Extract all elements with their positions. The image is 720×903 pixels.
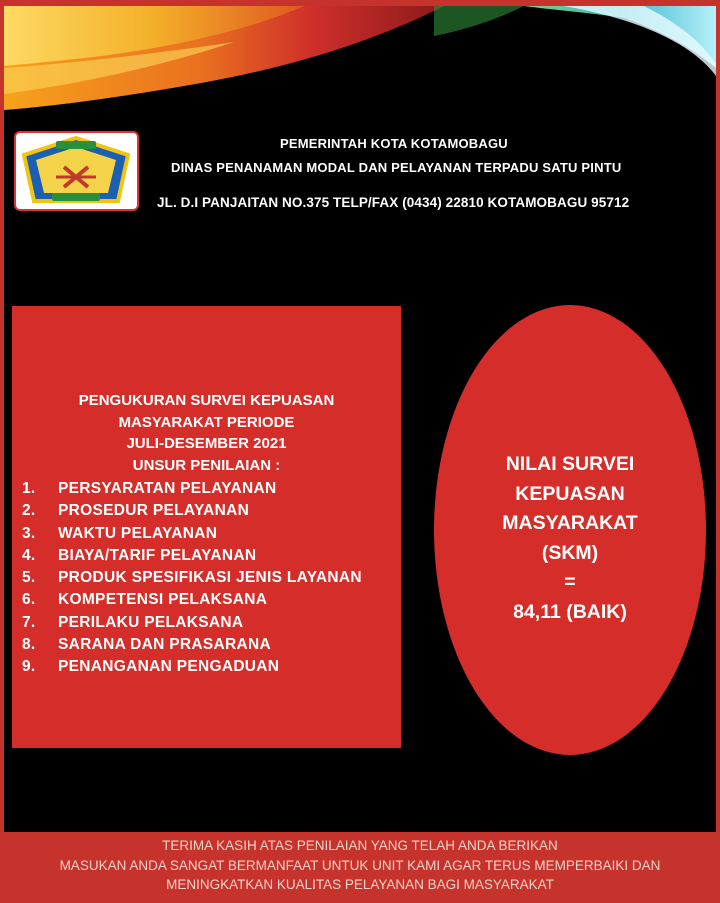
item-label: PENANGANAN PENGADUAN: [58, 658, 280, 676]
list-item: [22, 478, 362, 500]
survey-title: [12, 390, 401, 476]
colorful-swoosh-decoration: [4, 6, 716, 146]
header-government-name: PEMERINTAH KOTA KOTAMOBAGU: [280, 136, 508, 151]
list-item: [22, 634, 362, 656]
footer-line: MASUKAN ANDA SANGAT BERMANFAAT UNTUK UNIT KAMI AGAR TERUS MEMPERBAIKI DAN: [59, 857, 661, 873]
list-item: [22, 523, 362, 545]
kotamobagu-emblem-icon: [16, 133, 137, 209]
item-number: 8.: [22, 636, 36, 654]
survey-title-line: MASYARAKAT PERIODE: [118, 413, 295, 431]
header-agency-name: DINAS PENANAMAN MODAL DAN PELAYANAN TERPADU SATU PINTU: [171, 160, 622, 175]
item-label: BIAYA/TARIF PELAYANAN: [58, 546, 257, 564]
list-item: [22, 612, 362, 634]
list-item: [22, 567, 362, 589]
skm-line: MASYARAKAT: [502, 512, 638, 534]
skm-line: KEPUASAN: [515, 482, 625, 505]
footer-line: MENINGKATKAN KUALITAS PELAYANAN BAGI MASYARAKAT: [166, 877, 554, 892]
header-address: JL. D.I PANJAITAN NO.375 TELP/FAX (0434) 22810 KOTAMOBAGU 95712: [157, 195, 630, 210]
item-number: 7.: [22, 613, 36, 631]
item-label: PERSYARATAN PELAYANAN: [58, 480, 277, 497]
skm-line: NILAI SURVEI: [505, 453, 635, 475]
survey-title-line: UNSUR PENILAIAN :: [132, 456, 281, 474]
list-item: [22, 500, 362, 522]
item-label: WAKTU PELAYANAN: [58, 524, 218, 542]
item-number: 2.: [22, 502, 36, 520]
item-label: PROSEDUR PELAYANAN: [58, 502, 250, 520]
survey-title-line: PENGUKURAN SURVEI KEPUASAN: [78, 392, 335, 409]
survey-title-line: JULI-DESEMBER 2021: [126, 435, 287, 452]
item-label: PRODUK SPESIFIKASI JENIS LAYANAN: [58, 569, 362, 587]
footer-message: [0, 836, 720, 895]
item-number: 4.: [22, 546, 36, 564]
list-item: [22, 656, 362, 678]
skm-result: [434, 450, 706, 627]
item-label: SARANA DAN PRASARANA: [58, 636, 271, 654]
skm-line: =: [564, 571, 576, 593]
skm-line: (SKM): [541, 541, 599, 564]
item-number: 3.: [22, 524, 36, 542]
footer-line: TERIMA KASIH ATAS PENILAIAN YANG TELAH ANDA BERIKAN: [162, 838, 558, 853]
item-number: 6.: [22, 591, 36, 609]
skm-score: 84,11 (BAIK): [513, 600, 627, 623]
list-item: [22, 589, 362, 611]
list-item: [22, 545, 362, 567]
item-label: KOMPETENSI PELAKSANA: [58, 591, 268, 609]
item-number: 5.: [22, 569, 36, 587]
item-label: PERILAKU PELAKSANA: [58, 613, 244, 631]
assessment-items-list: [22, 478, 362, 679]
item-number: 1.: [22, 480, 36, 497]
city-logo: [14, 131, 139, 211]
item-number: 9.: [22, 658, 36, 676]
